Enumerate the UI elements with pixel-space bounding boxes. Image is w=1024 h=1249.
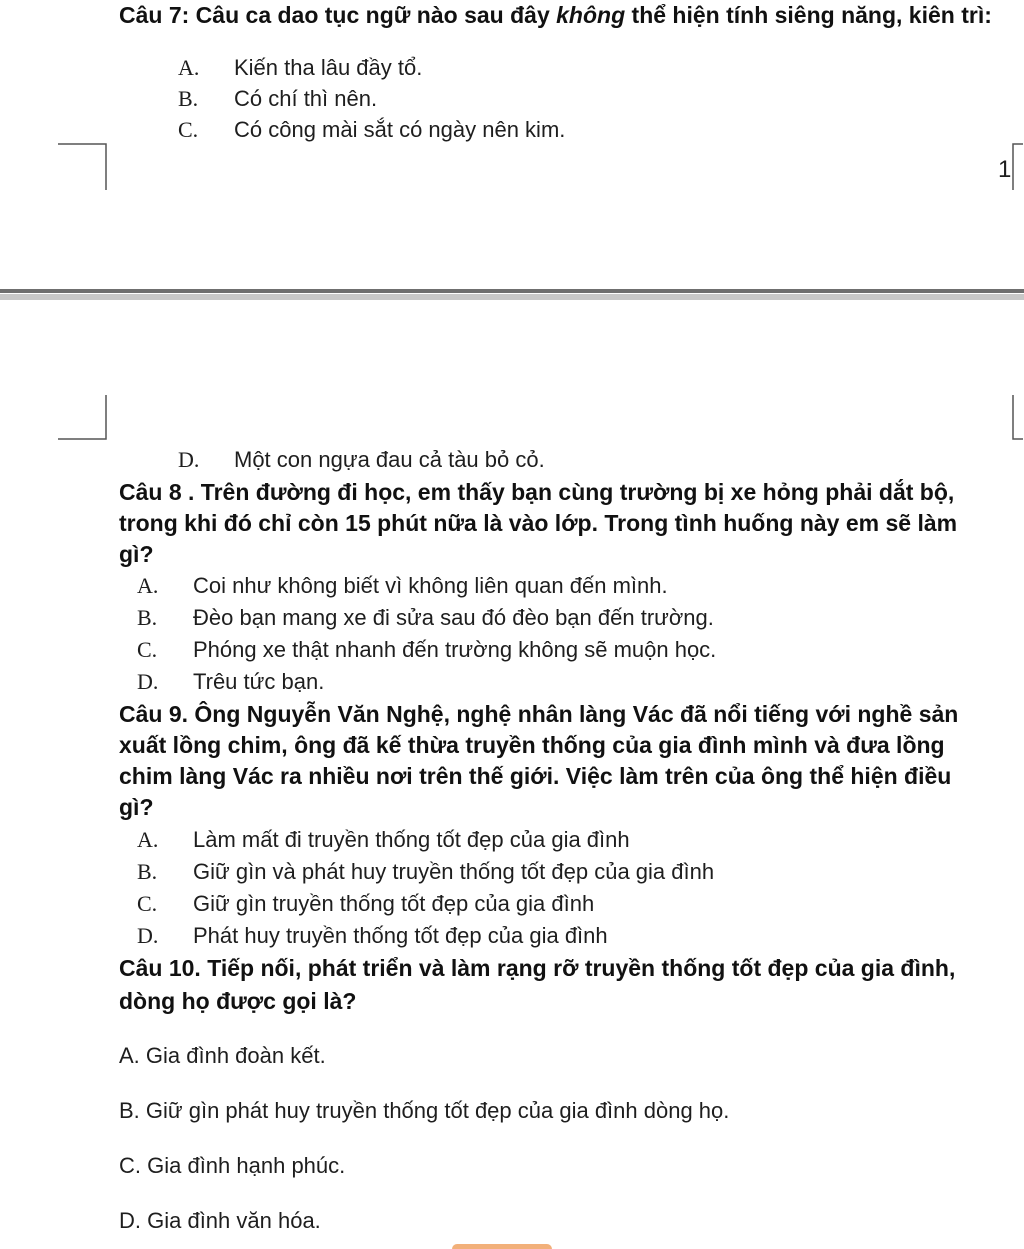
bottom-ui-handle bbox=[452, 1244, 552, 1249]
question-8-line: trong khi đó chỉ còn 15 phút nữa là vào lớp. Trong tình huống này em sẽ làm bbox=[119, 510, 958, 536]
question-7-option-a: A. Kiến tha lâu đầy tổ. bbox=[178, 55, 423, 80]
question-8-option-b: B. Đèo bạn mang xe đi sửa sau đó đèo bạn đến trường. bbox=[137, 605, 714, 630]
question-10-option-d: D. Gia đình văn hóa. bbox=[119, 1208, 321, 1233]
question-9-line: chim làng Vác ra nhiều nơi trên thế giới. Việc làm trên của ông thể hiện điều bbox=[119, 763, 952, 789]
question-10-line: dòng họ được gọi là? bbox=[119, 988, 357, 1014]
question-7-option-c: C. Có công mài sắt có ngày nên kim. bbox=[178, 117, 566, 142]
margin-corner-mark-bottom-left bbox=[58, 143, 110, 191]
question-9-line: Câu 9. Ông Nguyễn Văn Nghệ, nghệ nhân làng Vác đã nổi tiếng với nghề sản bbox=[119, 701, 959, 727]
question-7-option-d: D. Một con ngựa đau cả tàu bỏ cỏ. bbox=[178, 447, 545, 472]
question-9-option-a: A. Làm mất đi truyền thống tốt đẹp của gia đình bbox=[137, 827, 630, 852]
question-8-option-d: D. Trêu tức bạn. bbox=[137, 669, 325, 694]
question-8-line: Câu 8 . Trên đường đi học, em thấy bạn cùng trường bị xe hỏng phải dắt bộ, bbox=[119, 479, 955, 505]
question-7-title: Câu 7: Câu ca dao tục ngữ nào sau đây không thể hiện tính siêng năng, kiên trì: bbox=[119, 2, 992, 28]
question-9-option-d: D. Phát huy truyền thống tốt đẹp của gia đình bbox=[137, 923, 608, 948]
question-9-line: xuất lồng chim, ông đã kế thừa truyền thống của gia đình mình và đưa lồng bbox=[119, 732, 945, 758]
question-10-option-b: B. Giữ gìn phát huy truyền thống tốt đẹp của gia đình dòng họ. bbox=[119, 1098, 730, 1123]
page-number: 1 bbox=[998, 156, 1012, 183]
question-10-option-c: C. Gia đình hạnh phúc. bbox=[119, 1153, 346, 1178]
question-8-line: gì? bbox=[119, 541, 154, 567]
question-10-line: Câu 10. Tiếp nối, phát triển và làm rạng rỡ truyền thống tốt đẹp của gia đình, bbox=[119, 955, 956, 981]
question-8-option-c: C. Phóng xe thật nhanh đến trường không sẽ muộn học. bbox=[137, 637, 717, 662]
question-7-option-b: B. Có chí thì nên. bbox=[178, 86, 378, 111]
page-separator bbox=[0, 289, 1024, 293]
question-8-option-a: A. Coi như không biết vì không liên quan đến mình. bbox=[137, 573, 668, 598]
margin-corner-mark-top-right bbox=[1008, 395, 1024, 441]
margin-corner-mark-bottom-right bbox=[1008, 143, 1024, 191]
question-9-option-c: C. Giữ gìn truyền thống tốt đẹp của gia đình bbox=[137, 891, 595, 916]
page-separator-shadow bbox=[0, 294, 1024, 300]
question-10-option-a: A. Gia đình đoàn kết. bbox=[119, 1043, 326, 1068]
margin-corner-mark-top-left bbox=[58, 395, 110, 441]
question-9-option-b: B. Giữ gìn và phát huy truyền thống tốt đẹp của gia đình bbox=[137, 859, 715, 884]
question-9-line: gì? bbox=[119, 794, 154, 820]
